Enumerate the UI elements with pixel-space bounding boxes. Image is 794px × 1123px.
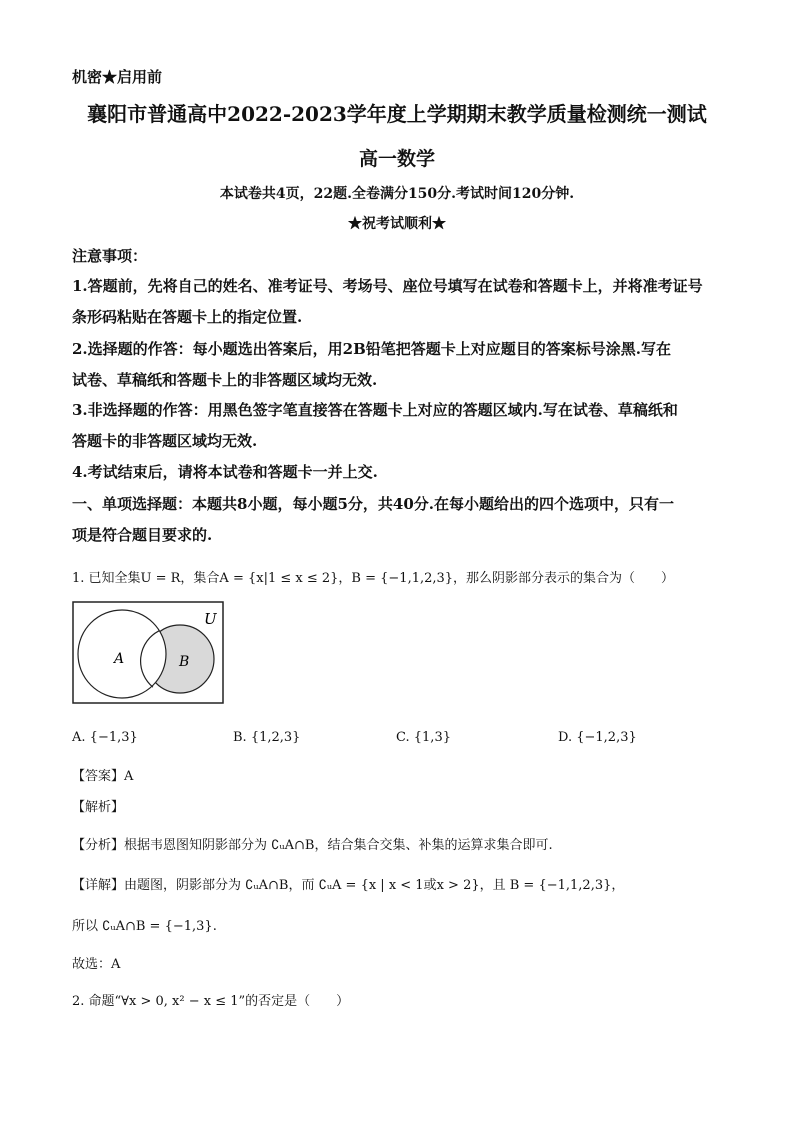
note-line: 1.答题前，先将自己的姓名、准考证号、考场号、座位号填写在试卷和答题卡上，并将准考证号 bbox=[72, 277, 703, 295]
note-line: 4.考试结束后，请将本试卷和答题卡一并上交. bbox=[72, 463, 378, 481]
section-heading-line: 一、单项选择题：本题共8小题，每小题5分，共40分.在每小题给出的四个选项中，只有一 bbox=[72, 495, 674, 513]
analysis-tag: 【解析】 bbox=[72, 800, 125, 815]
section-heading-line: 项是符合题目要求的. bbox=[72, 526, 213, 544]
wish-line: ★祝考试顺利★ bbox=[348, 216, 446, 232]
answer-line bbox=[72, 765, 133, 784]
note-line: 答题卡的非答题区域均无效. bbox=[72, 432, 258, 450]
choice-d bbox=[558, 730, 637, 745]
universe-label: U bbox=[204, 610, 217, 628]
choice-label: A. bbox=[72, 730, 86, 745]
set-a-label: A bbox=[114, 651, 125, 667]
note-line: 条形码粘贴在答题卡上的指定位置. bbox=[72, 308, 303, 326]
question-1-stem: 1. 已知全集U = R，集合A = {x|1 ≤ x ≤ 2}，B = {−1,1,2,3}，那么阴影部分表示的集合为（ ） bbox=[72, 571, 675, 586]
answer-tag: 【答案】 bbox=[72, 769, 125, 784]
secret-label: 机密★启用前 bbox=[72, 68, 163, 86]
note-line: 试卷、草稿纸和答题卡上的非答题区域均无效. bbox=[72, 371, 378, 389]
conclusion-line: 所以 ∁ᵤA∩B = {−1,3}. bbox=[72, 919, 217, 934]
fenxi-tag: 【分析】 bbox=[72, 838, 125, 853]
answer-value: A bbox=[124, 769, 134, 784]
final-answer-line: 故选：A bbox=[72, 957, 121, 972]
notes-heading: 注意事项： bbox=[72, 247, 148, 265]
note-line: 2.选择题的作答：每小题选出答案后，用2B铅笔把答题卡上对应题目的答案标号涂黑.写在 bbox=[72, 340, 672, 358]
choice-label: C. bbox=[396, 730, 410, 745]
xiangjie-tag: 【详解】 bbox=[72, 878, 125, 893]
xiangjie-line bbox=[72, 874, 624, 893]
exam-title: 襄阳市普通高中2022-2023学年度上学期期末教学质量检测统一测试 bbox=[87, 102, 707, 126]
subject-title: 高一数学 bbox=[358, 148, 435, 170]
choice-value: {−1,3} bbox=[89, 730, 138, 745]
note-line: 3.非选择题的作答：用黑色签字笔直接答在答题卡上对应的答题区域内.写在试卷、草稿纸和 bbox=[72, 401, 678, 419]
question-2-stem: 2. 命题“∀x > 0, x² − x ≤ 1”的否定是（ ） bbox=[72, 994, 350, 1009]
xiangjie-text: 由题图，阴影部分为 ∁ᵤA∩B，而 ∁ᵤA = {x | x < 1或x > 2}，且 B = {−1,1,2,3}， bbox=[124, 878, 625, 893]
set-b-label: B bbox=[179, 654, 190, 670]
choice-c bbox=[396, 730, 451, 745]
choice-value: {1,2,3} bbox=[250, 730, 301, 745]
fenxi-text: 根据韦恩图知阴影部分为 ∁ᵤA∩B，结合集合交集、补集的运算求集合即可. bbox=[124, 838, 553, 853]
choice-a bbox=[72, 730, 138, 745]
exam-info: 本试卷共4页，22题.全卷满分150分.考试时间120分钟. bbox=[219, 186, 575, 202]
choice-b bbox=[233, 730, 300, 745]
fenxi-line bbox=[72, 834, 553, 853]
choice-value: {1,3} bbox=[413, 730, 451, 745]
choice-label: B. bbox=[233, 730, 247, 745]
choice-value: {−1,2,3} bbox=[576, 730, 637, 745]
venn-diagram bbox=[72, 601, 224, 705]
choice-label: D. bbox=[558, 730, 573, 745]
